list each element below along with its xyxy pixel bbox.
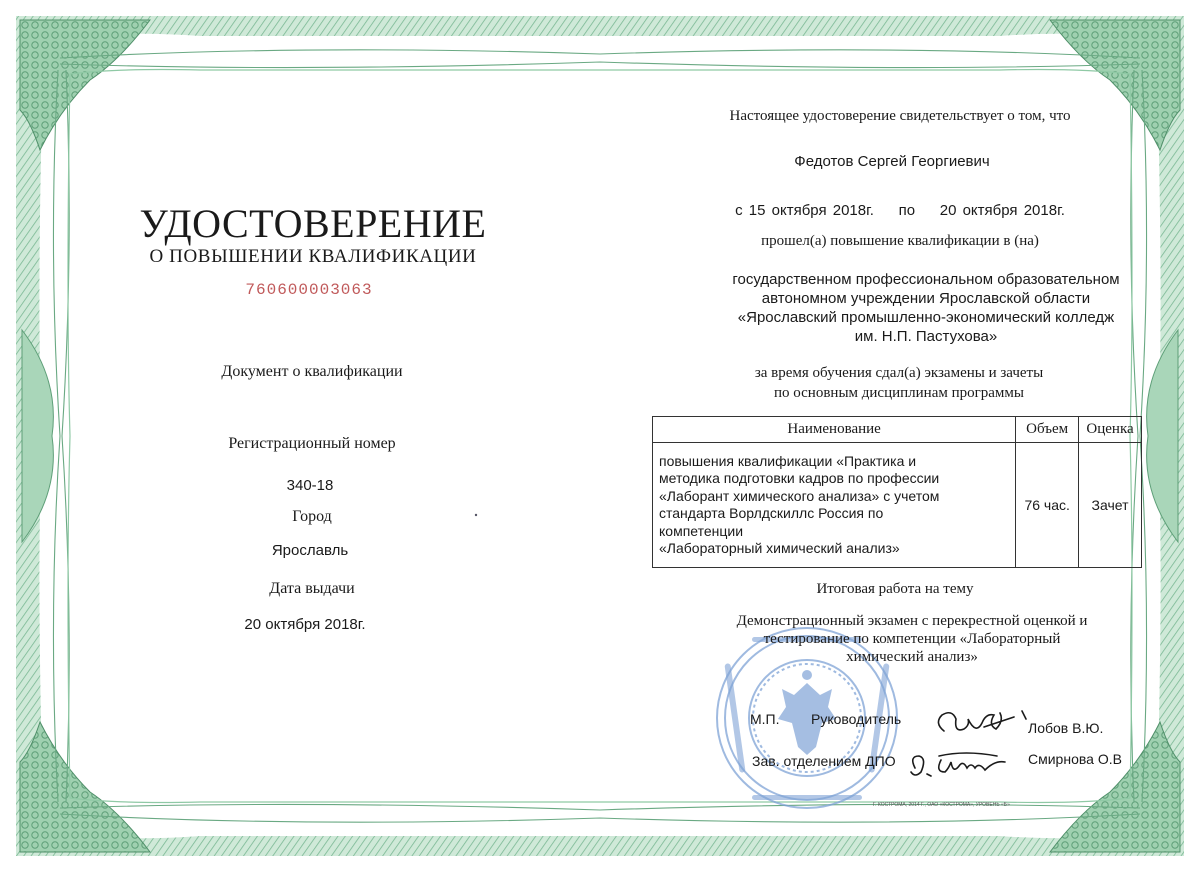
header-grade: Оценка [1079,417,1142,443]
head-role: Руководитель [811,711,902,727]
issue-date-label: Дата выдачи [269,580,355,597]
registration-number: 340-18 [286,477,334,494]
organization [732,270,1119,346]
subject-line: «Лабораторный химический анализ» [659,540,900,556]
intro-text: Настоящее удостоверение свидетельствует о том, что [729,108,1071,124]
exams-line: за время обучения сдал(а) экзамены и зачеты [754,365,1044,381]
document-label: Документ о квалификации [221,363,403,380]
city-value: Ярославль [271,542,349,559]
dept-role: Зав. отделением ДПО [752,753,896,769]
dept-signature [905,748,1015,782]
head-name: Лобов В.Ю. [1028,720,1104,736]
printer-note: Г. КОСТРОМА, 2014 Г., ОАО «КОСТРОМА», УРОВЕНЬ «Б» [873,802,1010,808]
subject-line: стандарта Ворлдскиллс Россия по [659,505,884,521]
organization-line: «Ярославский промышленно-экономический колледж [737,309,1115,326]
study-period: с 15 октября 2018г. по 20 октября 2018г. [735,202,1065,219]
subjects-table [652,416,1142,568]
dept-name: Смирнова О.В [1028,751,1122,767]
organization-line: автономном учреждении Ярославской области [761,290,1091,307]
subject-name-cell [653,443,1016,568]
certificate-title: УДОСТОВЕРЕНИЕ [139,201,487,246]
person-name: Федотов Сергей Георгиевич [794,153,990,170]
header-volume: Объем [1016,417,1079,443]
subject-grade: Зачет [1079,443,1142,568]
final-topic [737,612,1088,666]
subject-line: повышения квалификации «Практика и [659,452,917,469]
passed-text: прошел(а) повышение квалификации в (на) [761,233,1039,249]
subject-volume: 76 час. [1016,443,1079,568]
header-name: Наименование [653,417,1016,443]
subject-line: компетенции [659,522,744,539]
final-topic-line: тестирование по компетенции «Лабораторный [763,631,1061,647]
exams-line: по основным дисциплинам программы [773,385,1025,401]
final-work-label: Итоговая работа на тему [816,581,974,597]
registration-label: Регистрационный номер [228,435,396,452]
subject-line: «Лаборант химического анализа» с учетом [659,487,940,504]
table-row [653,443,1142,568]
issue-date-value: 20 октября 2018г. [244,616,366,633]
certificate-subtitle: О ПОВЫШЕНИИ КВАЛИФИКАЦИИ [149,246,477,267]
city-label: Город [292,508,332,525]
serial-number: 760600003063 [245,281,373,299]
ink-dot [474,513,478,517]
table-header-row [653,417,1142,443]
head-signature [930,705,1030,745]
exams-text [755,363,1043,403]
subject-line: методика подготовки кадров по профессии [659,470,940,486]
organization-line: государственном профессиональном образовательном [732,271,1120,288]
final-topic-line: Демонстрационный экзамен с перекрестной оценкой и [736,613,1088,629]
stamp-place-label: М.П. [750,711,780,727]
final-topic-line: химический анализ» [846,649,978,665]
organization-line: им. Н.П. Пастухова» [854,328,998,345]
